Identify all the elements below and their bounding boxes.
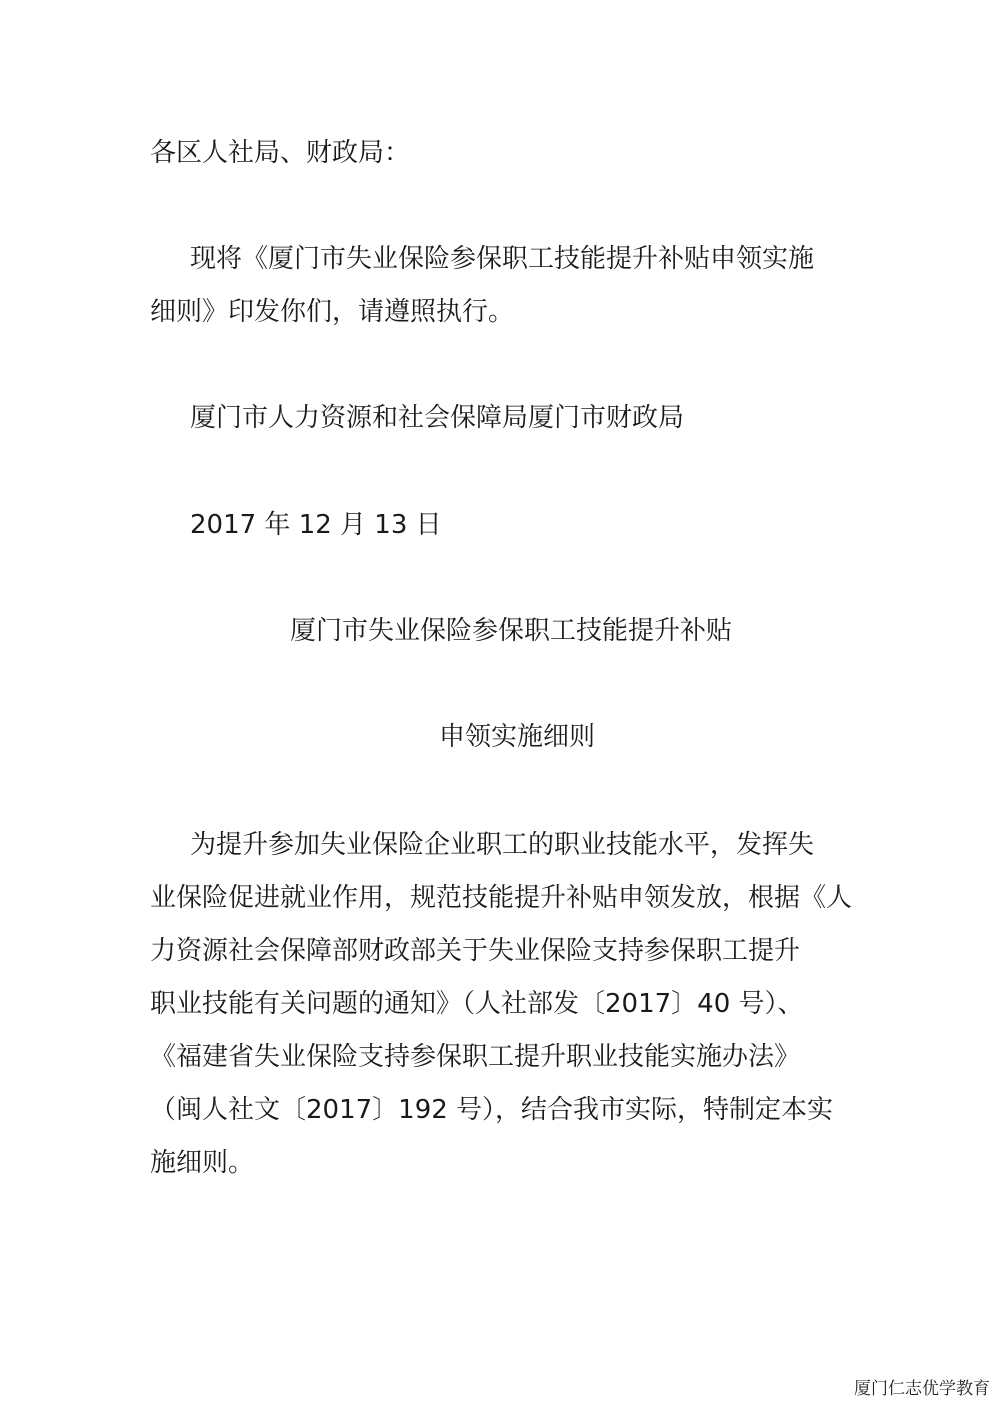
body-line-3: 力资源社会保障部财政部关于失业保险支持参保职工提升: [150, 936, 801, 966]
watermark: 厦门仁志优学教育: [854, 1379, 990, 1399]
issuer: 厦门市人力资源和社会保障局厦门市财政局: [190, 403, 685, 433]
body-line-1: 为提升参加失业保险企业职工的职业技能水平，发挥失: [190, 830, 815, 860]
body-line-4: 职业技能有关问题的通知》（人社部发〔2017〕40 号）、: [150, 989, 804, 1019]
salutation: 各区人社局、财政局：: [150, 138, 411, 168]
body-line-2: 业保险促进就业作用，规范技能提升补贴申领发放，根据《人: [150, 883, 853, 913]
document-title-line-2: 申领实施细则: [438, 722, 595, 752]
body-line-6: （闽人社文〔2017〕192 号），结合我市实际，特制定本实: [150, 1095, 834, 1125]
body-line-7: 施细则。: [150, 1148, 255, 1178]
document-title-line-1: 厦门市失业保险参保职工技能提升补贴: [289, 616, 732, 646]
issue-date: 2017 年 12 月 13 日: [190, 510, 442, 540]
notice-line-2: 细则》印发你们，请遵照执行。: [150, 297, 515, 327]
notice-line-1: 现将《厦门市失业保险参保职工技能提升补贴申领实施: [190, 244, 815, 274]
body-line-5: 《福建省失业保险支持参保职工提升职业技能实施办法》: [150, 1042, 801, 1072]
